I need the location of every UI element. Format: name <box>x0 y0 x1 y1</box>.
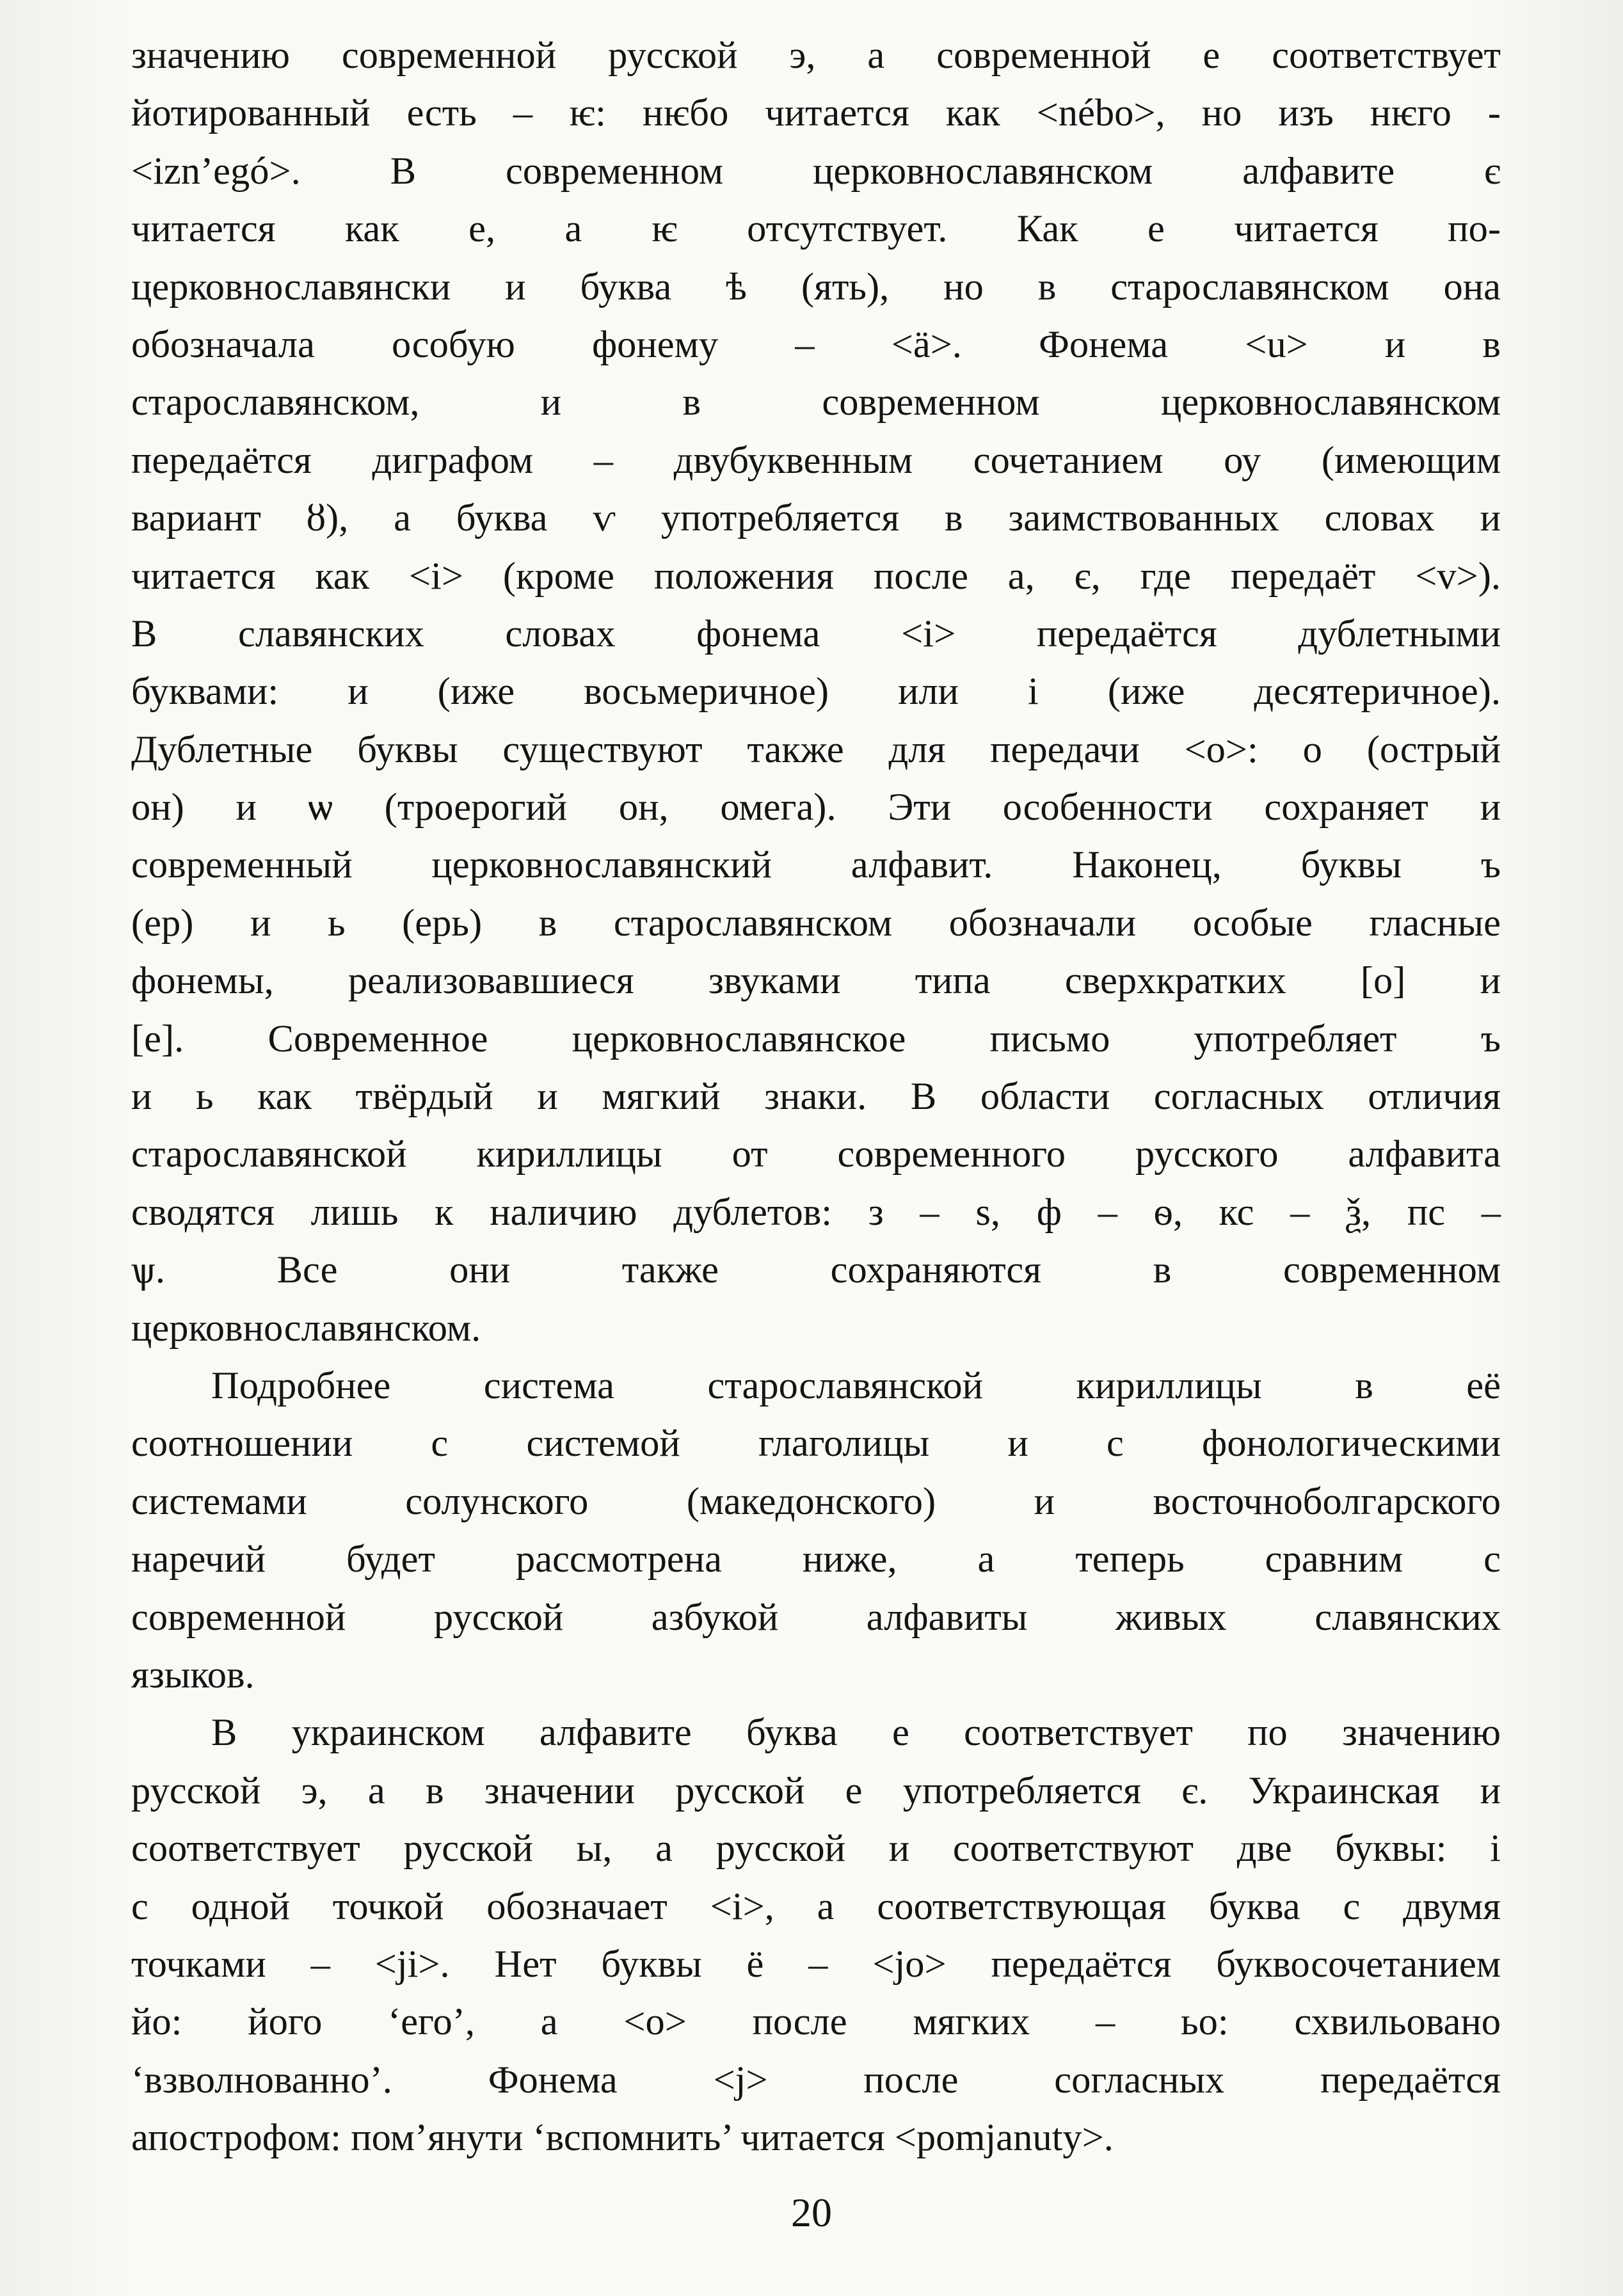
text-line: системами солунского (македонского) и восточноболгарского <box>131 1479 1501 1523</box>
text-line: йотированный есть – ѥ: нѥбо читается как <nébo>, но изъ нѥго - <box>131 92 1501 135</box>
text-line: сводятся лишь к наличию дублетов: з – ѕ, ф – ѳ, кс – ѯ, пс – <box>131 1190 1501 1234</box>
text-line: В славянских словах фонема <i> передаётся дублетными <box>131 612 1501 655</box>
text-line: Подробнее система старославянской кириллицы в её <box>211 1364 1501 1407</box>
text-line: наречий будет рассмотрена ниже, а теперь сравним с <box>131 1538 1501 1581</box>
text-line: значению современной русской э, а современной е соответствует <box>131 34 1501 77</box>
text-line: старославянской кириллицы от современного русского алфавита <box>131 1133 1501 1176</box>
text-line: современный церковнославянский алфавит. Наконец, буквы ъ <box>131 843 1501 887</box>
text-line: он) и ѡ (троерогий он, омега). Эти особенности сохраняет и <box>131 786 1501 829</box>
text-line: читается как е, а ѥ отсутствует. Как е читается по- <box>131 207 1501 251</box>
page-number: 20 <box>791 2190 832 2235</box>
text-line: современной русской азбукой алфавиты живых славянских <box>131 1595 1501 1639</box>
paragraph-2 <box>131 1357 1501 1704</box>
text-line: апострофом: пом’янути ‘вспомнить’ читается <pomjanuty>. <box>131 2116 1114 2160</box>
paragraph-3 <box>131 1704 1501 2167</box>
text-line: [е]. Современное церковнославянское письмо употребляет ъ <box>131 1017 1501 1060</box>
text-line: соответствует русской ы, а русской и соответствуют две буквы: і <box>131 1827 1501 1870</box>
text-line: церковнославянски и буква ѣ (ять), но в старославянском она <box>131 265 1501 308</box>
text-line: языков. <box>131 1653 255 1696</box>
text-line: ѱ. Все они также сохраняются в современном <box>131 1248 1501 1292</box>
text-line: старославянском, и в современном церковнославянском <box>131 381 1501 424</box>
text-line: Дублетные буквы существуют также для передачи <o>: о (острый <box>131 728 1501 771</box>
text-line: фонемы, реализовавшиеся звуками типа сверхкратких [о] и <box>131 959 1501 1003</box>
paragraph-1 <box>131 27 1501 1357</box>
text-line: обозначала особую фонему – <ä>. Фонема <u> и в <box>131 323 1501 366</box>
text-line: <izn’egó>. В современном церковнославянском алфавите є <box>131 149 1501 193</box>
text-line: русской э, а в значении русской е употребляется є. Украинская и <box>131 1769 1501 1812</box>
body-text <box>131 27 1501 2167</box>
text-line: церковнославянском. <box>131 1306 481 1350</box>
text-line: вариант ȣ), а буква ѵ употребляется в заимствованных словах и <box>131 497 1501 540</box>
text-line: соотношении с системой глаголицы и с фонологическими <box>131 1422 1501 1465</box>
text-line: ‘взволнованно’. Фонема <j> после согласных передаётся <box>131 2058 1501 2101</box>
text-line: передаётся диграфом – двубуквенным сочетанием оу (имеющим <box>131 438 1501 482</box>
text-line: В украинском алфавите буква е соответствует по значению <box>211 1711 1501 1755</box>
text-line: йо: його ‘его’, а <o> после мягких – ьо: схвильовано <box>131 2000 1501 2044</box>
text-line: с одной точкой обозначает <i>, а соответствующая буква с двумя <box>131 1885 1501 1928</box>
text-line: (ер) и ь (ерь) в старославянском обозначали особые гласные <box>131 901 1501 945</box>
text-line: буквами: и (иже восьмеричное) или і (иже десятеричное). <box>131 670 1501 714</box>
text-line: и ь как твёрдый и мягкий знаки. В области согласных отличия <box>131 1075 1501 1119</box>
text-line: точками – <ji>. Нет буквы ё – <jo> передаётся буквосочетанием <box>131 1942 1501 1986</box>
text-line: читается как <i> (кроме положения после а, є, где передаёт <v>). <box>131 554 1501 598</box>
